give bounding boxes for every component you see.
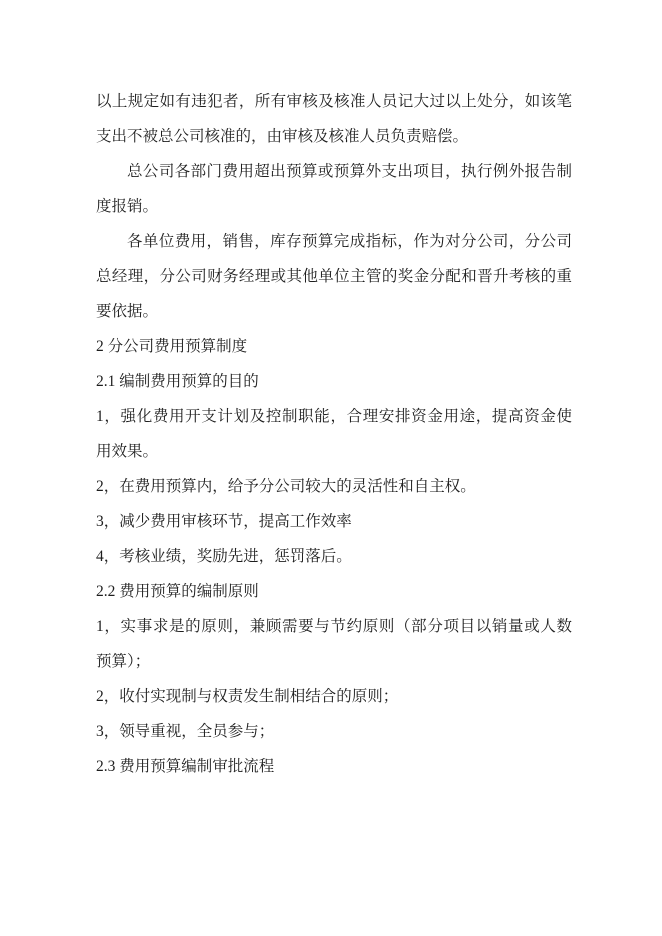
text-line: 要依据。 <box>96 303 159 320</box>
list-item: 3，领导重视，全员参与； <box>96 723 275 740</box>
text-line: 以上规定如有违犯者，所有审核及核准人员记大过以上处分，如该笔 <box>96 93 572 110</box>
text-line: 度报销。 <box>96 198 159 215</box>
list-item: 4，考核业绩，奖励先进，惩罚落后。 <box>96 548 352 565</box>
text-line: 用效果。 <box>96 443 159 460</box>
document-text-block <box>96 84 572 784</box>
subsection-heading: 2.1 编制费用预算的目的 <box>96 373 259 390</box>
text-line: 预算）； <box>96 653 151 670</box>
list-item: 3，减少费用审核环节，提高工作效率 <box>96 513 352 530</box>
text-line: 支出不被总公司核准的，由审核及核准人员负责赔偿。 <box>96 128 469 145</box>
list-item: 2，收付实现制与权责发生制相结合的原则； <box>96 688 399 705</box>
subsection-heading: 2.3 费用预算编制审批流程 <box>96 758 275 775</box>
list-item: 1，实事求是的原则，兼顾需要与节约原则（部分项目以销量或人数 <box>96 618 572 635</box>
text-line: 1，强化费用开支计划及控制职能，合理安排资金用途，提高资金使 <box>96 408 572 425</box>
list-item: 2，在费用预算内，给予分公司较大的灵活性和自主权。 <box>96 478 476 495</box>
subsection-heading: 2.2 费用预算的编制原则 <box>96 583 259 600</box>
section-heading: 2 分公司费用预算制度 <box>96 338 248 355</box>
text-line: 各单位费用，销售，库存预算完成指标，作为对分公司，分公司 <box>127 233 572 250</box>
text-line: 总经理，分公司财务经理或其他单位主管的奖金分配和晋升考核的重 <box>96 268 572 285</box>
text-line: 总公司各部门费用超出预算或预算外支出项目，执行例外报告制 <box>127 163 572 180</box>
